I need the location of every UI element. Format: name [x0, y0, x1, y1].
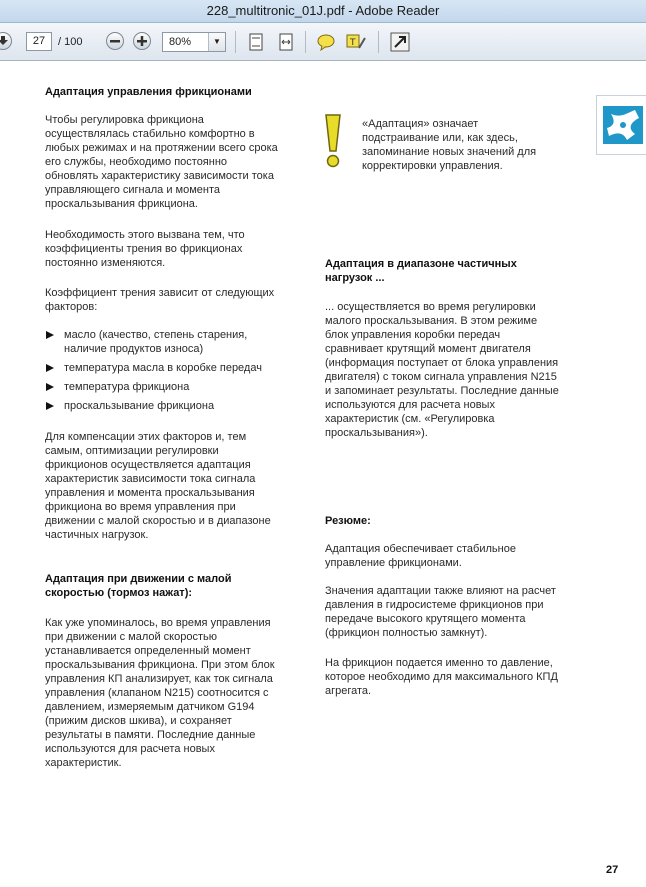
- list-item-text: температура масла в коробке передач: [64, 362, 262, 374]
- toolbar-divider: [378, 31, 379, 53]
- highlight-button[interactable]: [345, 32, 365, 52]
- comment-icon: [316, 32, 336, 52]
- list-item: [45, 399, 305, 413]
- list-item: [45, 328, 305, 356]
- paragraph: ... осуществляется во время регулировки малого проскальзывания. В этом режиме блок управления коробки передач сравнивает крутящий момент двигателя (информация поступает от блока управления двигателя) с током сигнала управления N215 и запоминает результаты. Последние данные используются для расчета новых характеристик (см. «Регулировка проскальзывания»).: [325, 301, 559, 439]
- paragraph: Как уже упоминалось, во время управления при движении с малой скоростью устанавливается определенный момент проскальзывания фрикциона. При этом блок управления КП анализирует, как ток сигнала управления (клапаном N215) соотносится с давлением, измеряемым датчиком G194 (прижим дисков шкива), и сохраняет результаты в памяти. Последние данные используются для расчета новых характеристик.: [45, 617, 275, 769]
- zoom-in-button[interactable]: [133, 32, 151, 50]
- paragraph: Для компенсации этих факторов и, тем самым, оптимизации регулировки фрикционов осуществляется адаптация характеристик зависимости тока сигнала управления и момента проскальзывания фрикциона во время управления при движении с малой скоростью и в диапазоне частичных нагрузок.: [45, 431, 271, 541]
- window-title-bar: [0, 0, 646, 23]
- comment-button[interactable]: [316, 32, 336, 52]
- fit-width-icon: [276, 32, 296, 52]
- document-page: [0, 61, 646, 887]
- transmission-logo-icon: [597, 96, 646, 154]
- fit-page-icon: [246, 32, 266, 52]
- bullet-triangle-icon: [46, 383, 54, 391]
- section-heading: Адаптация в диапазоне частичных нагрузок ...: [325, 258, 517, 284]
- page-number: 27: [606, 864, 619, 876]
- paragraph: На фрикцион подается именно то давление, которое необходимо для максимального КПД агрегата.: [325, 657, 558, 697]
- section-tab-logo: [596, 95, 646, 155]
- section-heading: Адаптация при движении с малой скоростью (тормоз нажат):: [45, 573, 232, 599]
- zoom-out-button[interactable]: [106, 32, 124, 50]
- chevron-down-icon[interactable]: ▼: [208, 33, 225, 51]
- paragraph: Необходимость этого вызвана тем, что коэффициенты трения во фрикционах постоянно изменяются.: [45, 229, 245, 269]
- fullscreen-button[interactable]: [390, 32, 410, 52]
- list-item-text: масло (качество, степень старения, наличие продуктов износа): [64, 329, 248, 355]
- paragraph: Значения адаптации также влияют на расчет давления в гидросистеме фрикционов при передаче высокого крутящего момента (фрикцион полностью замкнут).: [325, 585, 556, 639]
- toolbar: [0, 23, 646, 61]
- zoom-value: 80%: [169, 36, 192, 48]
- list-item: [45, 380, 305, 394]
- paragraph: Адаптация обеспечивает стабильное управление фрикционами.: [325, 543, 516, 569]
- page-total-label: / 100: [58, 36, 83, 48]
- toolbar-divider: [305, 31, 306, 53]
- zoom-select[interactable]: [162, 32, 226, 52]
- zoom-in-icon: [134, 33, 150, 49]
- list-item-text: проскальзывание фрикциона: [64, 400, 215, 412]
- fit-width-button[interactable]: [276, 32, 296, 52]
- paragraph: Коэффициент трения зависит от следующих факторов:: [45, 287, 275, 313]
- fit-page-button[interactable]: [246, 32, 266, 52]
- factor-list: [45, 328, 305, 418]
- section-heading: Резюме:: [325, 515, 371, 527]
- arrow-down-icon: [0, 33, 11, 49]
- next-page-button[interactable]: [0, 32, 12, 50]
- bullet-triangle-icon: [46, 331, 54, 339]
- fullscreen-icon: [390, 32, 410, 52]
- paragraph: Чтобы регулировка фрикциона осуществлялась стабильно комфортно в любых режимах и на протяжении всего срока его службы, необходимо постоянно обновлять характеристику зависимости тока управляющего сигнала и момента проскальзывания фрикциона.: [45, 114, 278, 210]
- page-number-input[interactable]: 27: [26, 32, 52, 51]
- toolbar-divider: [235, 31, 236, 53]
- window-title: 228_multitronic_01J.pdf - Adobe Reader: [206, 3, 440, 18]
- exclamation-icon: [322, 113, 344, 169]
- bullet-triangle-icon: [46, 402, 54, 410]
- list-item-text: температура фрикциона: [64, 381, 190, 393]
- bullet-triangle-icon: [46, 364, 54, 372]
- svg-text:T: T: [350, 38, 356, 48]
- zoom-out-icon: [107, 33, 123, 49]
- definition-note: «Адаптация» означает подстраивание или, как здесь, запоминание новых значений для корректировки управления.: [362, 118, 537, 172]
- list-item: [45, 361, 305, 375]
- highlight-icon: [345, 32, 367, 52]
- section-heading: Адаптация управления фрикционами: [45, 86, 252, 98]
